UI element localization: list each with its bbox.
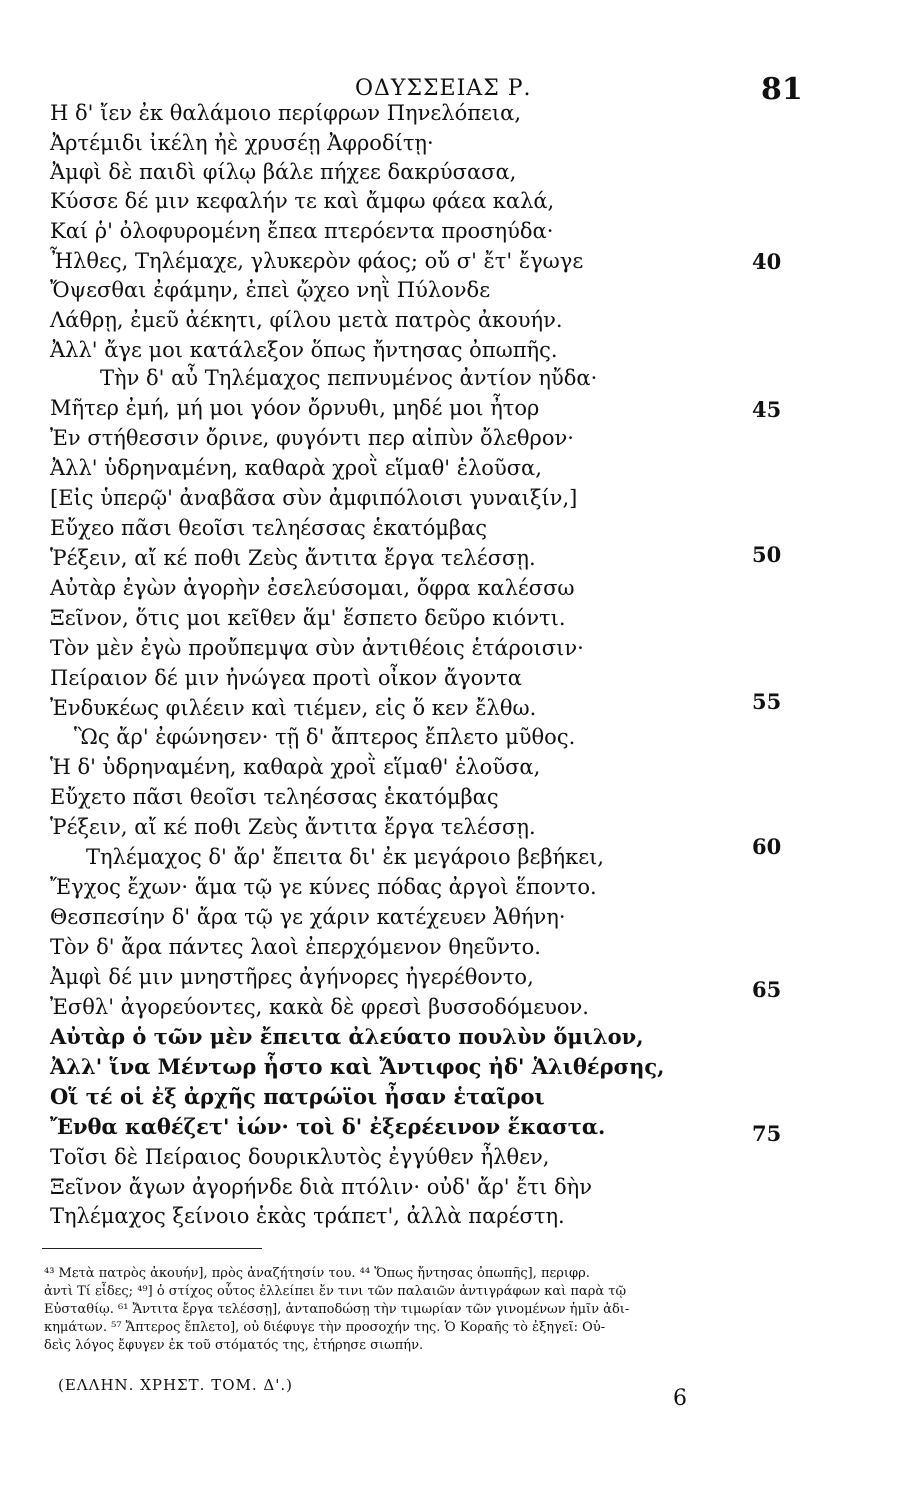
verse-line: Ἀλλ' ἵνα Μέντωρ ἧστο καὶ Ἄντιφος ἠδ' Ἁλιθέρσης, [50,1054,665,1079]
verse-line: Ἀμφὶ δέ μιν μνηστῆρες ἀγήνορες ἠγερέθοντο, [50,965,534,989]
verse-line: Ὄψεσθαι ἐφάμην, ἐπεὶ ᾤχεο νηῒ Πύλονδε [50,278,491,302]
verse-line: Θεσπεσίην δ' ἄρα τῷ γε χάριν κατέχευεν Ἀθήνη· [50,905,566,929]
footnote-line: ⁴³ Μετὰ πατρὸς ἀκουήν], πρὸς ἀναζήτησίν του. ⁴⁴ Ὅπως ἤντησας ὀπωπῆς], περιφρ. [44,1266,590,1281]
verse-line: Ἡ δ' ὑδρηναμένη, καθαρὰ χροῒ εἵμαθ' ἑλοῦσα, [50,755,541,779]
verse-line: Τὸν δ' ἄρα πάντες λαοὶ ἐπερχόμενον θηεῦντο. [50,935,541,959]
verse-line: Ῥέξειν, αἴ κέ ποθι Ζεὺς ἄντιτα ἔργα τελέσσῃ. [50,815,536,839]
line-number: 45 [752,397,782,422]
verse-line: Ἔνθα καθέζετ' ἰών· τοὶ δ' ἐξερέεινον ἕκαστα. [50,1114,606,1139]
line-number: 75 [752,1121,782,1146]
verse-line: Ἀρτέμιδι ἰκέλη ἠὲ χρυσέῃ Ἀφροδίτῃ· [50,131,434,155]
verse-line: Τοῖσι δὲ Πείραιος δουρικλυτὸς ἐγγύθεν ἦλθεν, [50,1145,550,1169]
verse-line: Οἵ τέ οἱ ἐξ ἀρχῆς πατρώϊοι ἦσαν ἑταῖροι [50,1084,545,1109]
verse-line: Ῥέξειν, αἴ κέ ποθι Ζεὺς ἄντιτα ἔργα τελέσσῃ. [50,546,536,570]
verse-line: Λάθρῃ, ἐμεῦ ἀέκητι, φίλου μετὰ πατρὸς ἀκουήν. [50,308,563,332]
verse-line: Εὔχεο πᾶσι θεοῖσι τεληέσσας ἑκατόμβας [50,516,488,540]
verse-line: Τηλέμαχος ξείνοιο ἑκὰς τράπετ', ἀλλὰ παρέστη. [50,1204,565,1228]
verse-line: Ἀλλ' ὑδρηναμένη, καθαρὰ χροῒ εἵμαθ' ἑλοῦσα, [50,456,542,480]
verse-line: Κύσσε δέ μιν κεφαλήν τε καὶ ἄμφω φάεα καλά, [50,189,555,213]
line-number: 50 [752,542,782,567]
verse-line: Καί ῥ' ὀλοφυρομένη ἔπεα πτερόεντα προσηύδα· [50,219,554,243]
verse-line: Τηλέμαχος δ' ἄρ' ἔπειτα δι' ἐκ μεγάροιο βεβήκει, [86,845,604,869]
running-header: ΟΔΥΣΣΕΙΑΣ Ρ. [355,76,532,101]
verse-line: [Εἰς ὑπερῷ' ἀναβᾶσα σὺν ἀμφιπόλοισι γυναιξίν,] [50,486,578,510]
verse-line: Ἔγχος ἔχων· ἅμα τῷ γε κύνες πόδας ἀργοὶ ἕποντο. [50,875,597,899]
page-number: 81 [761,72,803,107]
printer-signature: (ΕΛΛΗΝ. ΧΡΗΣΤ. ΤΟΜ. Δ'.) [58,1376,293,1394]
verse-line: Ἀλλ' ἄγε μοι κατάλεξον ὅπως ἤντησας ὀπωπῆς. [50,338,558,362]
verse-line: Μῆτερ ἐμή, μή μοι γόον ὄρνυθι, μηδέ μοι ἦτορ [50,396,540,420]
verse-line: Ἐσθλ' ἀγορεύοντες, κακὰ δὲ φρεσὶ βυσσοδόμευον. [50,995,589,1019]
line-number: 55 [752,689,782,714]
verse-line: Ὣς ἄρ' ἐφώνησεν· τῇ δ' ἄπτερος ἔπλετο μῦθος. [74,725,576,749]
verse-line: Εὔχετο πᾶσι θεοῖσι τεληέσσας ἑκατόμβας [50,785,499,809]
verse-line: Πείραιον δέ μιν ἠνώγεα προτὶ οἶκον ἄγοντα [50,666,522,690]
verse-line: Η δ' ἴεν ἐκ θαλάμοιο περίφρων Πηνελόπεια, [50,101,522,125]
verse-line: Τὸν μὲν ἐγὼ προὔπεμψα σὺν ἀντιθέοις ἑτάροισιν· [50,636,584,660]
line-number: 65 [752,977,782,1002]
footnote-line: δεὶς λόγος ἔφυγεν ἐκ τοῦ στόματός της, ἐτήρησε σιωπήν. [44,1338,424,1353]
verse-line: Αὐτὰρ ἐγὼν ἀγορὴν ἐσελεύσομαι, ὄφρα καλέσσω [50,576,575,600]
footnote-line: ἀντὶ Τί εἶδες; ⁴⁹] ὁ στίχος οὗτος ἐλλείπει ἔν τινι τῶν παλαιῶν ἀντιγράφων καὶ παρὰ τῷ [44,1284,627,1299]
verse-line: Ξεῖνον ἄγων ἀγορήνδε διὰ πτόλιν· οὐδ' ἄρ' ἔτι δὴν [50,1175,593,1199]
verse-line: Αὐτὰρ ὁ τῶν μὲν ἔπειτα ἀλεύατο πουλὺν ὅμιλον, [50,1024,644,1049]
verse-line: Ἐνδυκέως φιλέειν καὶ τιέμεν, εἰς ὅ κεν ἔλθω. [50,696,537,720]
verse-line: Ἀμφὶ δὲ παιδὶ φίλῳ βάλε πήχεε δακρύσασα, [50,160,517,184]
verse-line: Ἦλθες, Τηλέμαχε, γλυκερὸν φάος; οὔ σ' ἔτ' ἔγωγε [50,249,584,273]
signature-number: 6 [673,1386,687,1411]
verse-line: Ξεῖνον, ὅτις μοι κεῖθεν ἅμ' ἕσπετο δεῦρο κιόντι. [50,606,566,630]
verse-line: Ἐν στήθεσσιν ὄρινε, φυγόντι περ αἰπὺν ὄλεθρον· [50,426,574,450]
verse-line: Τὴν δ' αὖ Τηλέμαχος πεπνυμένος ἀντίον ηὔδα· [100,366,598,390]
footnote-line: Εὐσταθίῳ. ⁶¹ Ἄντιτα ἔργα τελέσσῃ], ἀνταποδώσῃ τὴν τιμωρίαν τῶν γινομένων ἡμῖν ἀδι- [44,1302,630,1317]
line-number: 60 [752,834,782,859]
footnote-rule [42,1248,262,1249]
line-number: 40 [752,249,782,274]
footnote-line: κημάτων. ⁵⁷ Ἄπτερος ἔπλετο], οὐ διέφυγε τὴν προσοχήν της. Ὁ Κοραῆς τὸ ἐξηγεῖ: Οὐ- [44,1320,606,1335]
